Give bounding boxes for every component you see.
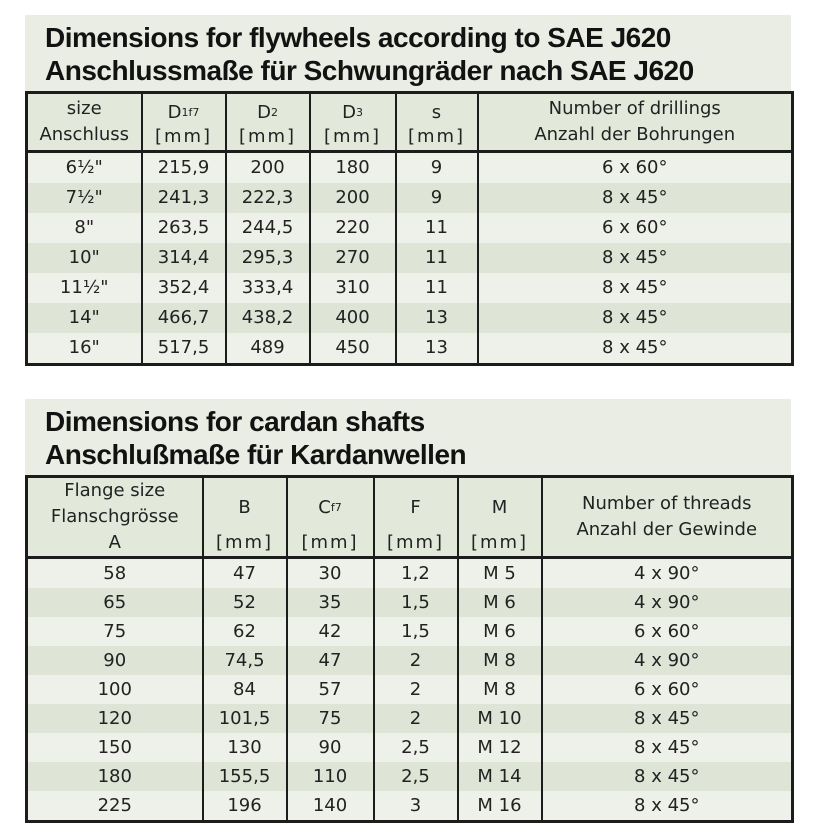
table-cell: 75	[27, 617, 203, 646]
table-cell: 140	[287, 791, 374, 822]
table-cell: 2	[374, 646, 458, 675]
column-header-d2: D 2 [mm]	[226, 93, 310, 152]
table-cell: 8 x 45°	[478, 303, 793, 333]
cardan-table	[25, 475, 794, 823]
table-cell: 35	[287, 588, 374, 617]
table-row	[27, 704, 793, 733]
table-row	[27, 588, 793, 617]
table-cell: 215,9	[142, 152, 226, 184]
table-cell: 6 x 60°	[478, 152, 793, 184]
column-header-d3: D 3 [mm]	[310, 93, 396, 152]
table-cell: 42	[287, 617, 374, 646]
cardan-table-header	[27, 477, 793, 558]
cardan-title-en: Dimensions for cardan shafts	[45, 406, 425, 437]
table-cell: 11½"	[27, 273, 142, 303]
table-cell: 9	[396, 152, 478, 184]
table-cell: 13	[396, 303, 478, 333]
table-cell: 6 x 60°	[542, 675, 793, 704]
column-header-flange-size: Flange size Flanschgrösse A	[27, 477, 203, 558]
cardan-table-body	[27, 558, 793, 822]
table-cell: 8"	[27, 213, 142, 243]
table-cell: 11	[396, 243, 478, 273]
cardan-title-de: Anschlußmaße für Kardanwellen	[45, 439, 467, 470]
table-cell: 90	[27, 646, 203, 675]
table-cell: 13	[396, 333, 478, 365]
table-cell: 101,5	[203, 704, 287, 733]
flywheel-title-block	[25, 15, 791, 91]
table-row	[27, 333, 793, 365]
table-cell: 130	[203, 733, 287, 762]
table-cell: 11	[396, 273, 478, 303]
flywheel-title-en: Dimensions for flywheels according to SAE J620	[45, 22, 671, 53]
table-row	[27, 733, 793, 762]
table-cell: 8 x 45°	[478, 273, 793, 303]
table-cell: 47	[287, 646, 374, 675]
table-cell: 8 x 45°	[542, 762, 793, 791]
flywheel-table	[25, 91, 794, 366]
table-cell: 62	[203, 617, 287, 646]
table-cell: 84	[203, 675, 287, 704]
table-cell: 4 x 90°	[542, 588, 793, 617]
table-cell: 52	[203, 588, 287, 617]
column-header-d1f7: D 1f7 [mm]	[142, 93, 226, 152]
table-row	[27, 152, 793, 184]
table-cell: 180	[310, 152, 396, 184]
table-cell: 225	[27, 791, 203, 822]
table-cell: 57	[287, 675, 374, 704]
table-cell: 1,5	[374, 588, 458, 617]
table-cell: 4 x 90°	[542, 558, 793, 589]
table-cell: M 8	[458, 646, 542, 675]
table-cell: 438,2	[226, 303, 310, 333]
column-header-threads: Number of threads Anzahl der Gewinde	[542, 477, 793, 558]
table-cell: 110	[287, 762, 374, 791]
table-cell: 270	[310, 243, 396, 273]
table-cell: 6½"	[27, 152, 142, 184]
table-cell: 4 x 90°	[542, 646, 793, 675]
table-cell: 47	[203, 558, 287, 589]
table-cell: 16"	[27, 333, 142, 365]
table-row	[27, 183, 793, 213]
table-cell: M 16	[458, 791, 542, 822]
table-cell: 352,4	[142, 273, 226, 303]
table-cell: 400	[310, 303, 396, 333]
table-row	[27, 273, 793, 303]
cardan-title-block	[25, 399, 791, 475]
flywheel-title-de: Anschlussmaße für Schwungräder nach SAE J620	[45, 55, 694, 86]
column-header-m: M [mm]	[458, 477, 542, 558]
table-cell: 1,5	[374, 617, 458, 646]
table-cell: 295,3	[226, 243, 310, 273]
table-cell: 6 x 60°	[542, 617, 793, 646]
table-cell: 10"	[27, 243, 142, 273]
table-cell: M 10	[458, 704, 542, 733]
column-header-size: size Anschluss	[27, 93, 142, 152]
table-cell: 2,5	[374, 733, 458, 762]
table-cell: 75	[287, 704, 374, 733]
table-cell: 120	[27, 704, 203, 733]
table-cell: 196	[203, 791, 287, 822]
table-cell: 489	[226, 333, 310, 365]
table-cell: 8 x 45°	[478, 333, 793, 365]
table-row	[27, 675, 793, 704]
table-cell: 314,4	[142, 243, 226, 273]
table-cell: 8 x 45°	[478, 243, 793, 273]
table-cell: 9	[396, 183, 478, 213]
table-cell: 8 x 45°	[542, 791, 793, 822]
table-cell: 8 x 45°	[542, 704, 793, 733]
table-cell: 450	[310, 333, 396, 365]
table-cell: M 14	[458, 762, 542, 791]
table-row	[27, 558, 793, 589]
table-row	[27, 303, 793, 333]
column-header-b: B [mm]	[203, 477, 287, 558]
table-cell: 3	[374, 791, 458, 822]
table-cell: 155,5	[203, 762, 287, 791]
table-cell: 1,2	[374, 558, 458, 589]
table-row	[27, 213, 793, 243]
table-cell: M 12	[458, 733, 542, 762]
table-cell: 263,5	[142, 213, 226, 243]
table-cell: 90	[287, 733, 374, 762]
table-cell: 100	[27, 675, 203, 704]
table-cell: 244,5	[226, 213, 310, 243]
table-cell: 310	[310, 273, 396, 303]
flywheel-table-header	[27, 93, 793, 152]
table-row	[27, 617, 793, 646]
table-cell: 8 x 45°	[542, 733, 793, 762]
table-cell: 150	[27, 733, 203, 762]
column-header-cf7: C f7 [mm]	[287, 477, 374, 558]
table-cell: 222,3	[226, 183, 310, 213]
table-cell: 58	[27, 558, 203, 589]
table-cell: 241,3	[142, 183, 226, 213]
table-cell: 517,5	[142, 333, 226, 365]
table-cell: 11	[396, 213, 478, 243]
table-cell: 2,5	[374, 762, 458, 791]
table-cell: 30	[287, 558, 374, 589]
table-cell: 65	[27, 588, 203, 617]
table-cell: 8 x 45°	[478, 183, 793, 213]
table-cell: M 8	[458, 675, 542, 704]
table-cell: 7½"	[27, 183, 142, 213]
table-cell: 333,4	[226, 273, 310, 303]
cardan-section	[25, 399, 791, 823]
table-cell: 220	[310, 213, 396, 243]
table-row	[27, 646, 793, 675]
table-cell: 6 x 60°	[478, 213, 793, 243]
table-cell: 14"	[27, 303, 142, 333]
column-header-s: s [mm]	[396, 93, 478, 152]
table-cell: M 6	[458, 588, 542, 617]
table-cell: 2	[374, 704, 458, 733]
table-cell: M 6	[458, 617, 542, 646]
table-row	[27, 762, 793, 791]
table-cell: 2	[374, 675, 458, 704]
table-cell: 74,5	[203, 646, 287, 675]
table-cell: 180	[27, 762, 203, 791]
flywheel-section	[25, 15, 791, 366]
table-cell: M 5	[458, 558, 542, 589]
table-cell: 200	[226, 152, 310, 184]
column-header-f: F [mm]	[374, 477, 458, 558]
column-header-drillings: Number of drillings Anzahl der Bohrungen	[478, 93, 793, 152]
table-row	[27, 243, 793, 273]
table-cell: 466,7	[142, 303, 226, 333]
table-cell: 200	[310, 183, 396, 213]
flywheel-table-body	[27, 152, 793, 365]
section-spacer	[25, 366, 791, 399]
